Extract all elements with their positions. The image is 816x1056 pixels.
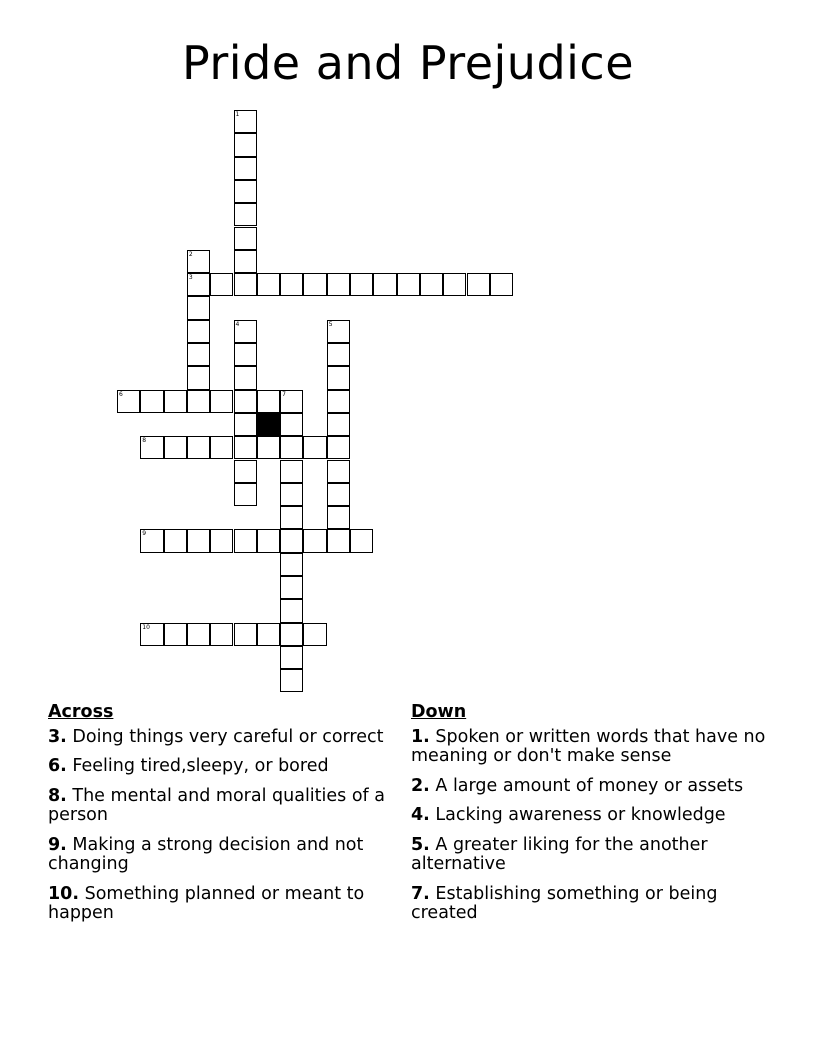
grid-cell[interactable]	[164, 436, 187, 459]
grid-cell[interactable]	[187, 366, 210, 389]
grid-cell[interactable]	[234, 320, 257, 343]
grid-cell[interactable]	[280, 669, 303, 692]
grid-cell[interactable]	[234, 157, 257, 180]
grid-cell[interactable]	[140, 390, 163, 413]
grid-cell[interactable]	[280, 273, 303, 296]
grid-cell[interactable]	[117, 390, 140, 413]
grid-cell[interactable]	[187, 296, 210, 319]
grid-cell[interactable]	[327, 460, 350, 483]
grid-cell[interactable]	[280, 436, 303, 459]
clue-number: 8.	[48, 785, 67, 806]
cell-number: 2	[188, 250, 193, 258]
grid-cell[interactable]	[164, 529, 187, 552]
grid-cell[interactable]	[187, 390, 210, 413]
clue-number: 3.	[48, 726, 67, 747]
grid-cell[interactable]	[280, 599, 303, 622]
blocked-cell	[257, 413, 280, 436]
grid-cell[interactable]	[257, 623, 280, 646]
grid-cell[interactable]	[443, 273, 466, 296]
cell-number: 6	[119, 390, 123, 398]
across-clues	[48, 703, 393, 934]
grid-cell[interactable]	[280, 413, 303, 436]
grid-cell[interactable]	[327, 320, 350, 343]
clue-text: The mental and moral qualities of a person	[48, 785, 385, 825]
grid-cell[interactable]	[350, 529, 373, 552]
grid-cell[interactable]	[257, 273, 280, 296]
cell-number: 9	[142, 530, 147, 538]
grid-cell[interactable]	[327, 343, 350, 366]
clue-text: Something planned or meant to happen	[48, 883, 365, 923]
grid-cell[interactable]	[187, 343, 210, 366]
grid-cell[interactable]	[234, 133, 257, 156]
grid-cell[interactable]	[490, 273, 513, 296]
cell-number: 4	[235, 320, 240, 328]
clue-text: Establishing something or being created	[411, 883, 718, 923]
grid-cell[interactable]	[234, 273, 257, 296]
grid-cell[interactable]	[280, 623, 303, 646]
down-heading: Down	[411, 702, 467, 722]
clue-number: 10.	[48, 883, 80, 904]
grid-cell[interactable]	[327, 436, 350, 459]
down-clues	[411, 703, 771, 934]
cell-number: 1	[235, 111, 240, 118]
grid-cell[interactable]	[234, 413, 257, 436]
grid-cell[interactable]	[210, 273, 233, 296]
grid-cell[interactable]	[280, 646, 303, 669]
grid-cell[interactable]	[397, 273, 420, 296]
grid-cell[interactable]	[327, 506, 350, 529]
grid-cell[interactable]	[234, 483, 257, 506]
grid-cell[interactable]	[210, 623, 233, 646]
clue-text: Making a strong decision and not changing	[48, 834, 364, 874]
across-heading: Across	[48, 702, 114, 722]
grid-cell[interactable]	[280, 576, 303, 599]
grid-cell[interactable]	[234, 227, 257, 250]
grid-cell[interactable]	[234, 436, 257, 459]
down-clue	[411, 806, 771, 826]
grid-cell[interactable]	[327, 529, 350, 552]
clue-number: 1.	[411, 726, 430, 747]
grid-cell[interactable]	[164, 623, 187, 646]
grid-cell[interactable]	[303, 436, 326, 459]
grid-cell[interactable]	[280, 529, 303, 552]
grid-cell[interactable]	[210, 529, 233, 552]
grid-cell[interactable]	[164, 390, 187, 413]
down-clue	[411, 777, 771, 797]
cell-number: 3	[188, 274, 193, 282]
grid-cell[interactable]	[187, 273, 210, 296]
grid-cell[interactable]	[257, 436, 280, 459]
across-clue	[48, 757, 393, 777]
grid-cell[interactable]	[280, 506, 303, 529]
across-clue	[48, 787, 393, 826]
across-clue	[48, 836, 393, 875]
grid-cell[interactable]	[327, 366, 350, 389]
clue-number: 5.	[411, 834, 430, 855]
grid-cell[interactable]	[234, 623, 257, 646]
grid-cell[interactable]	[187, 320, 210, 343]
grid-cell[interactable]	[187, 623, 210, 646]
grid-cell[interactable]	[280, 460, 303, 483]
grid-cell[interactable]	[373, 273, 396, 296]
clue-number: 2.	[411, 775, 430, 796]
cell-number: 10	[142, 623, 150, 631]
grid-cell[interactable]	[257, 529, 280, 552]
grid-cell[interactable]	[327, 390, 350, 413]
puzzle-title: Pride and Prejudice	[181, 36, 635, 90]
grid-cell[interactable]	[257, 390, 280, 413]
grid-cell[interactable]	[234, 250, 257, 273]
grid-cell[interactable]	[210, 390, 233, 413]
across-clue	[48, 885, 393, 924]
grid-cell[interactable]	[234, 343, 257, 366]
grid-cell[interactable]	[467, 273, 490, 296]
clue-text: Spoken or written words that have no meaning or don't make sense	[411, 726, 766, 766]
grid-cell[interactable]	[280, 483, 303, 506]
grid-cell[interactable]	[187, 529, 210, 552]
clue-text: A large amount of money or assets	[435, 775, 744, 796]
grid-cell[interactable]	[303, 273, 326, 296]
grid-cell[interactable]	[420, 273, 443, 296]
clue-text: Doing things very careful or correct	[72, 726, 384, 747]
grid-cell[interactable]	[234, 180, 257, 203]
grid-cell[interactable]	[327, 483, 350, 506]
grid-cell[interactable]	[303, 623, 326, 646]
clue-number: 7.	[411, 883, 430, 904]
across-clue	[48, 728, 393, 748]
grid-cell[interactable]	[210, 436, 233, 459]
grid-cell[interactable]	[303, 529, 326, 552]
grid-cell[interactable]	[350, 273, 373, 296]
down-clue	[411, 885, 771, 924]
clue-number: 4.	[411, 805, 430, 825]
grid-cell[interactable]	[280, 553, 303, 576]
down-clue	[411, 836, 771, 875]
grid-cell[interactable]	[140, 436, 163, 459]
cell-number: 8	[142, 437, 147, 445]
grid-cell[interactable]	[234, 390, 257, 413]
clue-text: Feeling tired,sleepy, or bored	[72, 756, 329, 776]
clue-number: 9.	[48, 834, 67, 855]
cell-number: 5	[328, 320, 333, 328]
grid-cell[interactable]	[140, 529, 163, 552]
grid-cell[interactable]	[187, 436, 210, 459]
grid-cell[interactable]	[234, 366, 257, 389]
cell-number: 7	[282, 390, 286, 398]
grid-cell[interactable]	[327, 413, 350, 436]
grid-cell[interactable]	[234, 460, 257, 483]
clue-number: 6.	[48, 756, 67, 776]
grid-cell[interactable]	[187, 250, 210, 273]
clue-text: Lacking awareness or knowledge	[435, 805, 726, 825]
grid-cell[interactable]	[140, 623, 163, 646]
grid-cell[interactable]	[280, 390, 303, 413]
clue-text: A greater liking for the another alternative	[411, 834, 708, 874]
grid-cell[interactable]	[327, 273, 350, 296]
down-clue	[411, 728, 771, 767]
grid-cell[interactable]	[234, 110, 257, 133]
grid-cell[interactable]	[234, 529, 257, 552]
grid-cell[interactable]	[234, 203, 257, 226]
